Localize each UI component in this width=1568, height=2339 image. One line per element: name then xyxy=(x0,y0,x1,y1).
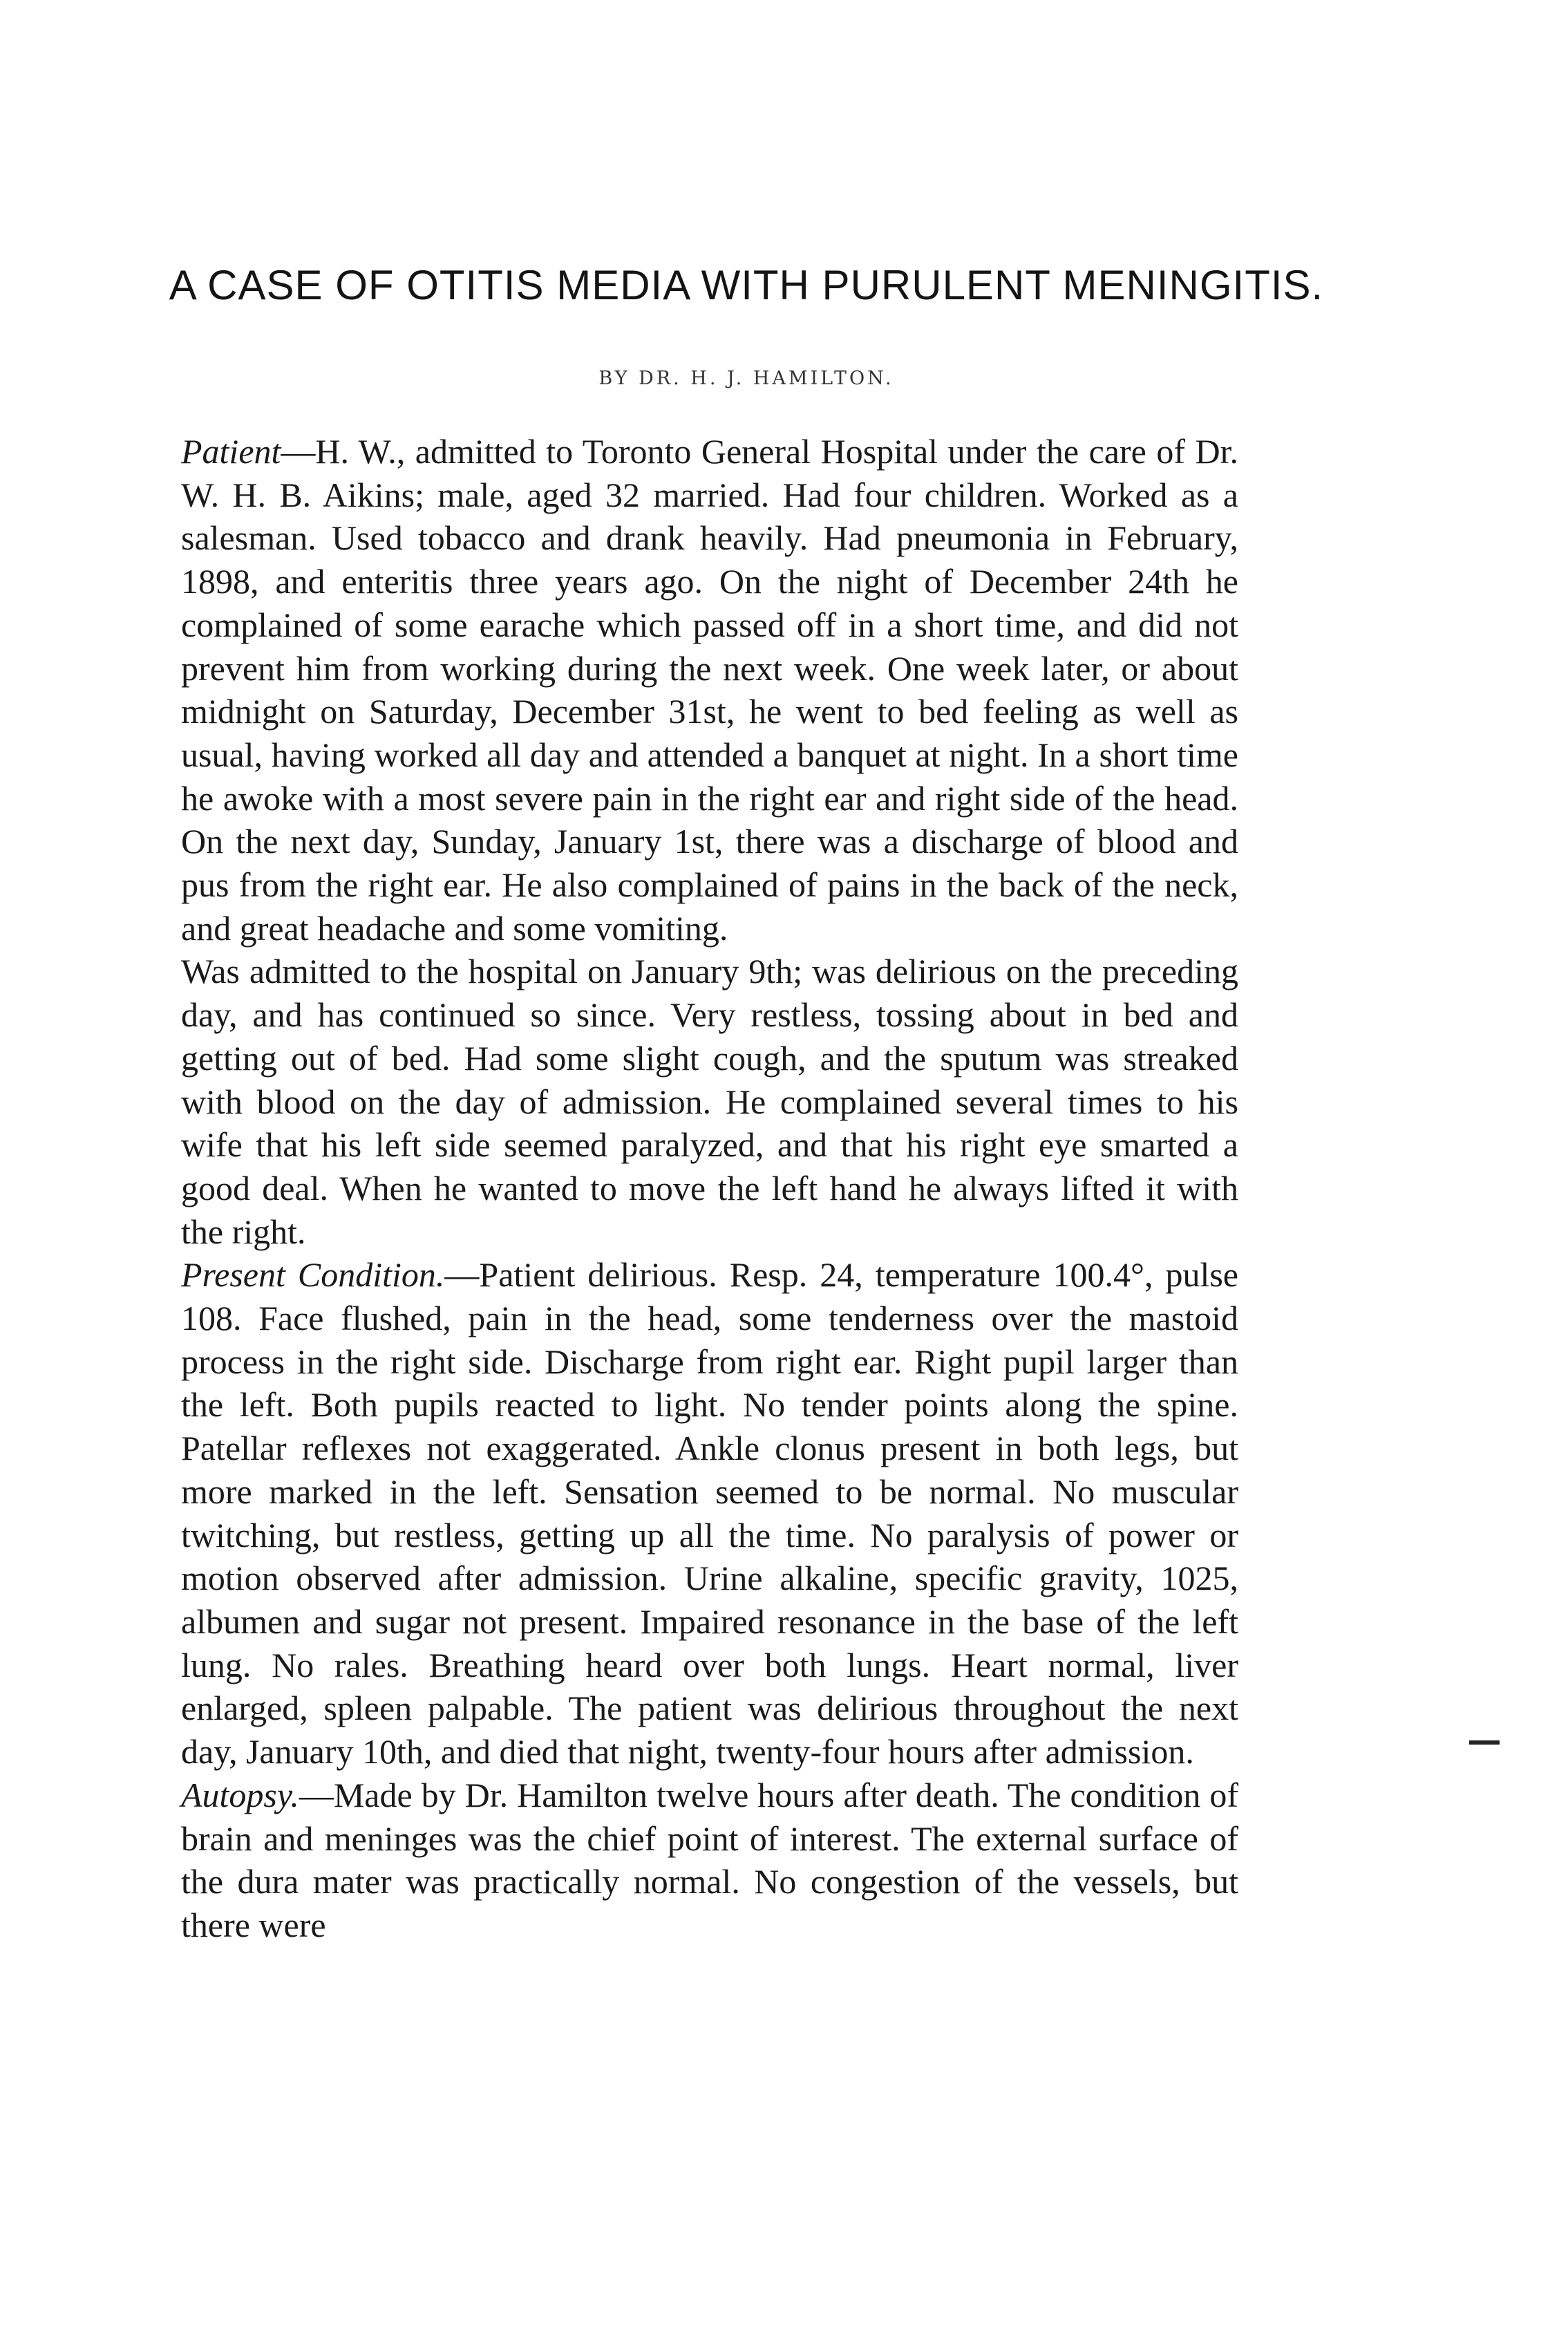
paragraph-lead: Patient xyxy=(181,432,281,471)
paragraph-text: Was admitted to the hospital on January 9th; was delirious on the preceding day, and has continued so since. Very restless, tossing about in bed and getting out of bed. Had some slight cough, and the sputum was streaked with blood on the day of admission. He complained several times to his wife that his left side seemed paralyzed, and that his right eye smarted a good deal. When he wanted to move the left hand he always lifted it with the right. xyxy=(181,952,1238,1251)
margin-dash-mark xyxy=(1469,1740,1500,1745)
paragraph-lead: Autopsy. xyxy=(181,1775,299,1814)
paragraph-text: —Patient delirious. Resp. 24, temperature 100.4°, pulse 108. Face flushed, pain in the head, some tenderness over the mastoid process in the right side. Discharge from right ear. Right pupil larger than the left. Both pupils reacted to light. No tender points along the spine. Patellar reflexes not exaggerated. Ankle clonus present in both legs, but more marked in the left. Sensation seemed to be normal. No muscular twitching, but restless, getting up all the time. No paralysis of power or motion observed after admission. Urine alkaline, specific gravity, 1025, albumen and sugar not present. Impaired resonance in the base of the left lung. No rales. Breathing heard over both lungs. Heart normal, liver enlarged, spleen palpable. The patient was delirious throughout the next day, January 10th, and died that night, twenty-four hours after admission. xyxy=(181,1255,1239,1772)
paragraph-present-condition xyxy=(181,1253,1238,1773)
paragraph-patient xyxy=(181,430,1238,950)
article-title: A CASE OF OTITIS MEDIA WITH PURULENT MENINGITIS. xyxy=(169,262,1324,308)
article-byline: BY DR. H. J. HAMILTON. xyxy=(598,368,894,389)
paragraph-text: —H. W., admitted to Toronto General Hospital under the care of Dr. W. H. B. Aikins; male, aged 32 married. Had four children. Worked as a salesman. Used tobacco and drank heavily. Had pneumonia in February, 1898, and enteritis three years ago. On the night of December 24th he complained of some earache which passed off in a short time, and did not prevent him from working during the next week. One week later, or about midnight on Saturday, December 31st, he went to bed feeling as well as usual, having worked all day and attended a banquet at night. In a short time he awoke with a most severe pain in the right ear and right side of the head. On the next day, Sunday, January 1st, there was a discharge of blood and pus from the right ear. He also complained of pains in the back of the neck, and great headache and some vomiting. xyxy=(181,432,1238,948)
paragraph-autopsy xyxy=(181,1774,1238,1947)
paragraph-text: —Made by Dr. Hamilton twelve hours after death. The condition of brain and meninges was the chief point of interest. The external surface of the dura mater was practically normal. No congestion of the vessels, but there were xyxy=(181,1775,1238,1944)
paragraph-admission xyxy=(181,950,1238,1253)
article-body xyxy=(181,430,1238,1947)
paragraph-lead: Present Condition. xyxy=(181,1255,445,1295)
